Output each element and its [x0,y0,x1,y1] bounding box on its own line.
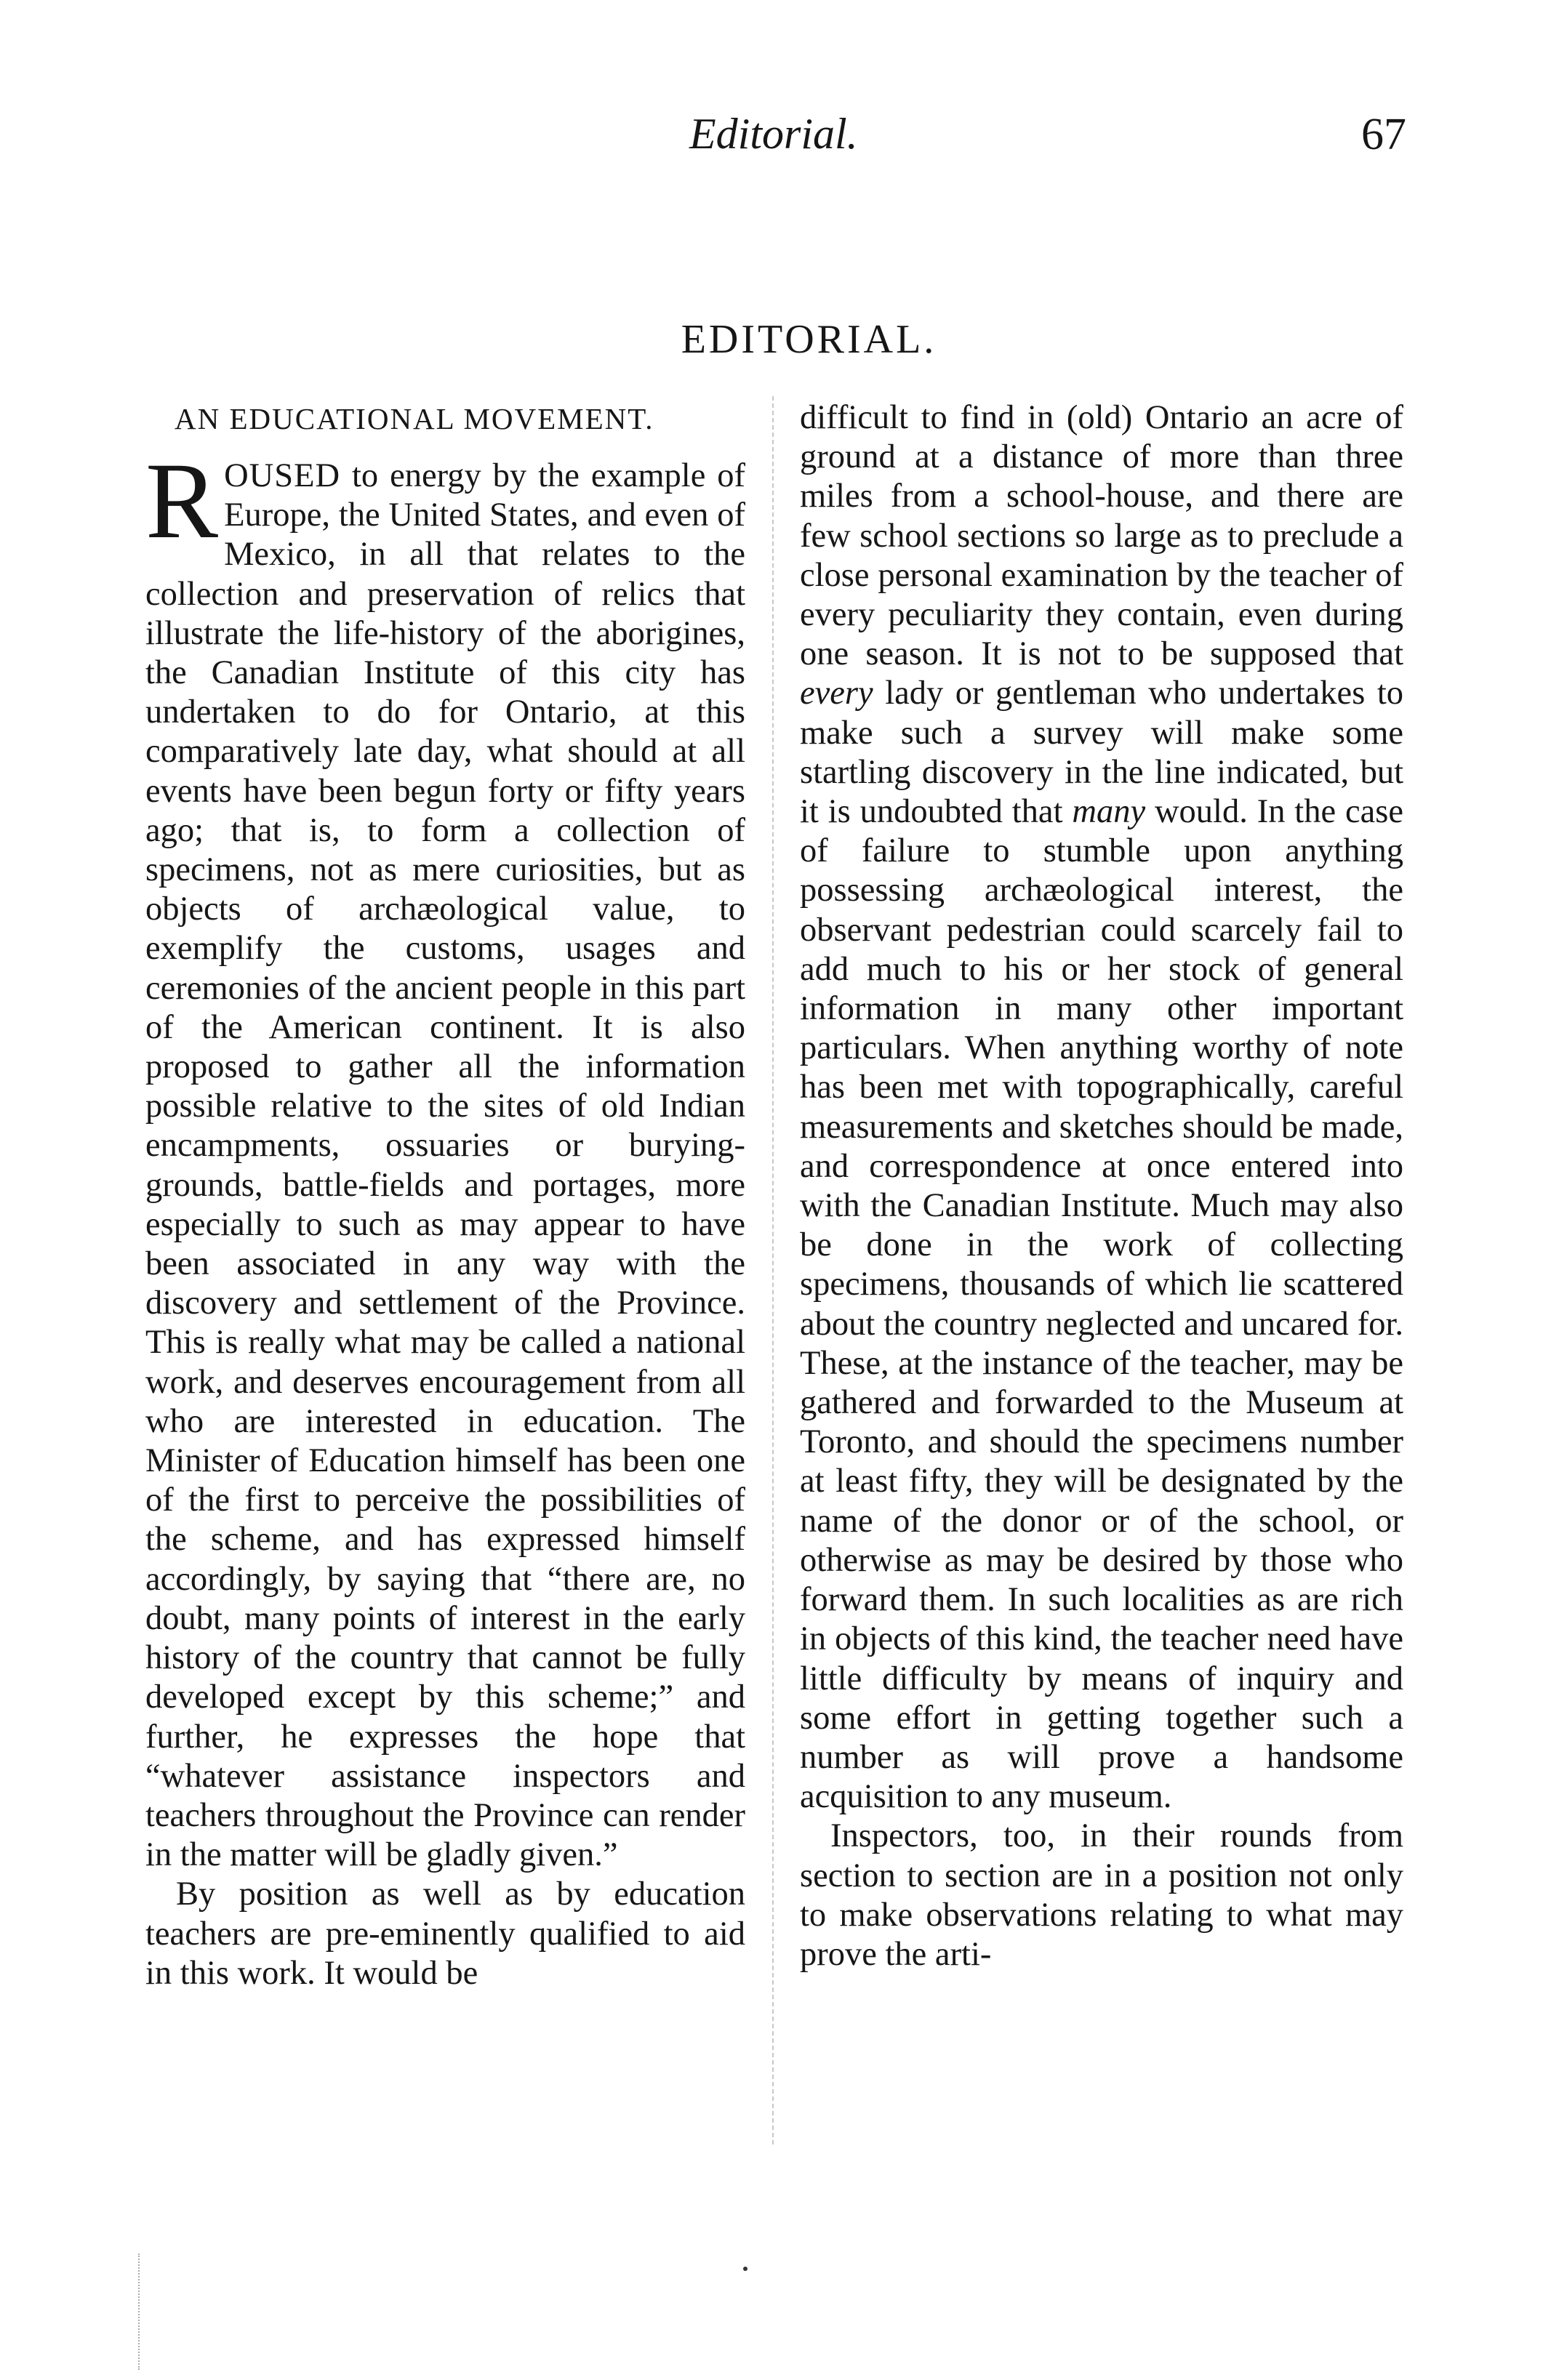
lead-word: OUSED [224,457,341,494]
running-title: Editorial. [689,110,858,158]
paragraph: By position as well as by education teachers are pre-eminently qualified to aid in this work. It would be [145,1876,745,1992]
section-title: EDITORIAL. [681,317,937,362]
left-column [145,398,745,1993]
article-heading: AN EDUCATIONAL MOVEMENT. [175,402,654,435]
paragraph: Inspectors, too, in their rounds from section to section are in a position not only to make observations relating to what may prove the arti- [800,1817,1403,1973]
emphasis-word: every [800,675,873,712]
ink-dot [743,2267,748,2271]
margin-mark [138,2254,141,2370]
paragraph-text: lady or gentleman who undertakes to make such a survey will make some startling discovery in the line indicated, but it is undoubted that [800,675,1403,831]
page-number: 67 [1361,110,1406,159]
paragraph [145,441,745,1875]
drop-cap: R [145,441,219,561]
paragraph-text: would. In the case of failure to stumble upon anything possessing archæological interest, the observant pedestrian could scarcely fail to add much to his or her stock of general information in many other important particulars. When anything worthy of note has been met with topographically, careful measurements and sketches should be made, and correspondence at once entered into with the Canadian Institute. Much may also be done in the work of collecting specimens, thousands of which lie scattered about the country neglected and uncared for. These, at the instance of the teacher, may be gathered and forwarded to the Museum at Toronto, and should the specimens number at least fifty, they will be designated by the name of the donor or of the school, or otherwise as may be desired by those who forward them. In such localities as are rich in objects of this kind, the teacher need have little difficulty by means of inquiry and some effort in getting together such a number as will prove a handsome acquisition to any museum. [800,793,1403,1816]
column-divider [772,396,775,2144]
paragraph-text: to energy by the example of Europe, the United States, and even of Mexico, in all that relates to the collection and preservation of relics that illustrate the life-history of the aborigines, the Canadian Institute of this city has undertaken to do for Ontario, at this comparatively late day, what should at all events have been begun forty or fifty years ago; that is, to form a collection of specimens, not as mere curiosities, but as objects of archæological value, to exemplify the customs, usages and ceremonies of the ancient people in this part of the American continent. It is also proposed to gather all the information possible relative to the sites of old Indian encampments, ossuaries or burying-grounds, battle-fields and portages, more especially to such as may appear to have been associated in any way with the discovery and settlement of the Province. This is really what may be called a national work, and deserves encouragement from all who are interested in education. The Minister of Education himself has been one of the first to perceive the possibilities of the scheme, and has expressed himself accordingly, by saying that “there are, no doubt, many points of interest in the early history of the country that cannot be fully developed except by this scheme;” and further, he expresses the hope that “whatever assistance inspectors and teachers throughout the Province can render in the matter will be gladly given.” [145,457,745,1874]
right-column [800,398,1403,1974]
paragraph [800,398,1403,1817]
paragraph-text: difficult to find in (old) Ontario an acre of ground at a distance of more than three miles from a school-house, and there are few school sections so large as to preclude a close personal examination by the teacher of every peculiarity they contain, even during one season. It is not to be supposed that [800,399,1403,673]
emphasis-word: many [1072,793,1146,831]
running-head [0,109,1551,167]
